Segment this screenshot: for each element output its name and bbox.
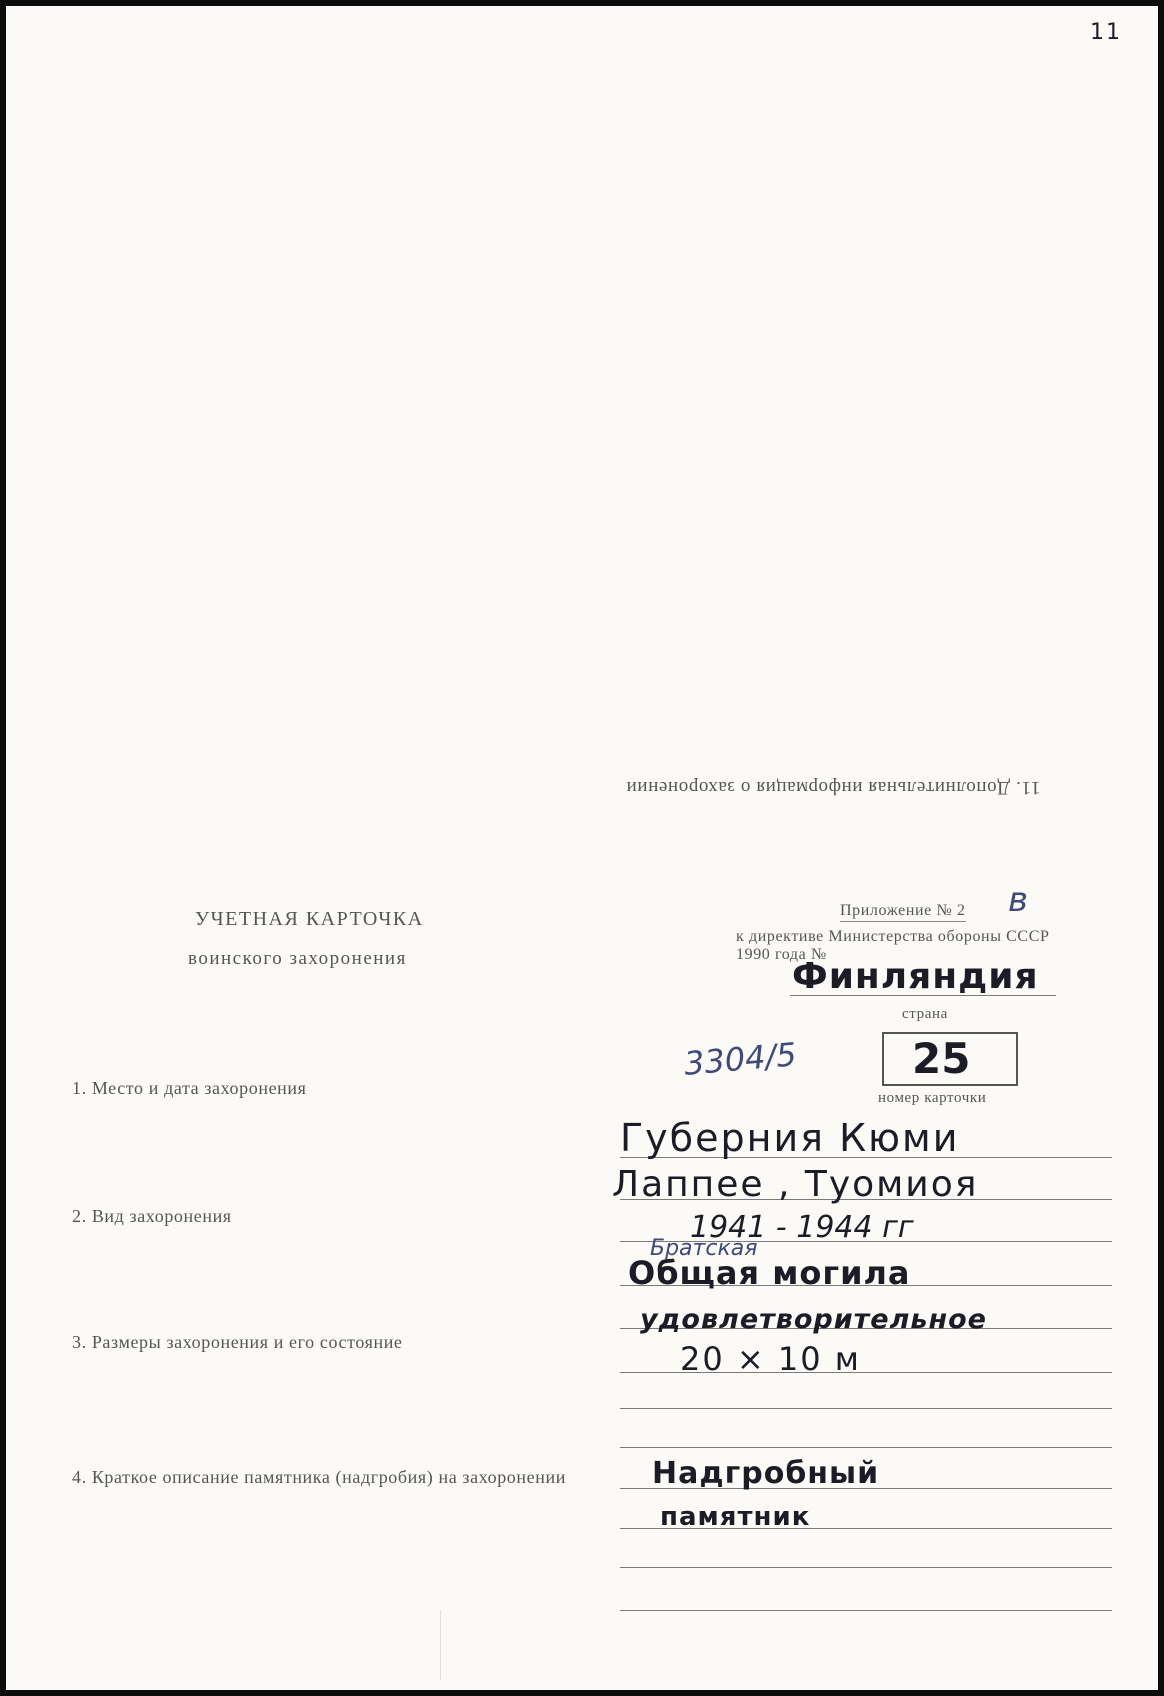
card-subtitle: воинского захоронения <box>188 948 407 969</box>
section-4-label <box>72 1466 604 1488</box>
section-2-number: 2. <box>72 1206 87 1226</box>
section-3-label <box>72 1332 403 1353</box>
answer-line-8 <box>620 1447 1112 1448</box>
section-1-label <box>72 1078 307 1099</box>
mirrored-heading: 11. Дополнительная информация о захоронении <box>626 777 1041 798</box>
directive-line-1: к директиве Министерства обороны СССР <box>736 928 1050 945</box>
burial-dates: 1941 - 1944 гг <box>690 1210 914 1245</box>
country-caption: страна <box>902 1006 948 1022</box>
burial-size: 20 × 10 м <box>680 1340 861 1378</box>
answer-line-11 <box>620 1567 1112 1568</box>
section-4-text: Краткое описание памятника (надгробия) на захоронении <box>91 1467 566 1487</box>
section-2-label <box>72 1206 232 1227</box>
appendix-handwritten-suffix: в <box>1008 880 1029 920</box>
place-line-1: Губерния Кюми <box>620 1116 960 1160</box>
card-number-caption: номер карточки <box>878 1090 987 1106</box>
section-1-text: Место и дата захоронения <box>91 1078 307 1098</box>
section-3-text: Размеры захоронения и его состояние <box>91 1332 403 1352</box>
card-number-box <box>882 1032 1018 1086</box>
monument-line-1: Надгробный <box>652 1456 880 1491</box>
page-number: 11 <box>1090 20 1122 45</box>
section-2-text: Вид захоронения <box>91 1206 232 1226</box>
place-line-2: Лаппее , Туомиоя <box>612 1164 979 1205</box>
card-title: УЧЕТНАЯ КАРТОЧКА <box>195 908 424 930</box>
section-3-number: 3. <box>72 1332 87 1352</box>
card-number-handwritten-ref: 3304/5 <box>682 1035 799 1083</box>
burial-type-correction: Братская <box>650 1236 758 1261</box>
country-underline <box>790 995 1056 996</box>
card-number-value: 25 <box>912 1034 971 1083</box>
appendix-label: Приложение № 2 <box>840 902 966 922</box>
answer-line-7 <box>620 1408 1112 1409</box>
fold-mark <box>440 1610 441 1680</box>
section-1-number: 1. <box>72 1078 87 1098</box>
section-4-number: 4. <box>72 1467 87 1487</box>
country-value: Финляндия <box>792 956 1039 997</box>
directive-line-2: 1990 года № <box>736 946 827 963</box>
burial-condition: удовлетворительное <box>640 1304 987 1335</box>
monument-line-2: памятник <box>660 1502 811 1532</box>
burial-type: Общая могила <box>628 1254 911 1292</box>
answer-line-12 <box>620 1610 1112 1611</box>
